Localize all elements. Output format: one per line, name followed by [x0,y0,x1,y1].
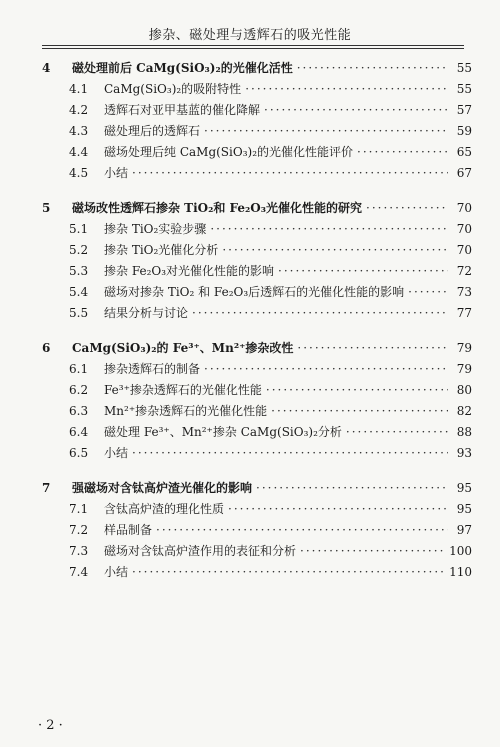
section-entry-number: 6.3 [69,404,89,418]
dot-leader [210,219,448,240]
chapter-gap [42,184,472,198]
section-entry-title: 磁处理后的透辉石 [104,124,201,138]
chapter-entry-page-number: 70 [456,201,472,215]
chapter-gap [42,324,472,338]
section-entry-title: 磁处理 Fe³⁺、Mn²⁺掺杂 CaMg(SiO₃)₂分析 [104,425,342,439]
section-entry-page-number: 93 [456,446,472,460]
section-entry-number: 5.5 [69,306,89,320]
section-entry-number: 7.1 [69,502,89,516]
section-entry-title: Mn²⁺掺杂透辉石的光催化性能 [104,404,268,418]
section-entry-number: 7.4 [69,565,89,579]
section-entry[interactable] [42,100,472,121]
dot-leader [357,142,448,163]
header-rule [42,45,464,46]
header-rule-secondary [42,48,464,49]
dot-leader [245,79,448,100]
section-entry[interactable] [42,541,472,562]
dot-leader [156,520,448,541]
section-entry-number: 6.5 [69,446,89,460]
section-entry-number: 4.3 [69,124,89,138]
section-entry[interactable] [42,359,472,380]
section-entry-number: 5.3 [69,264,89,278]
section-entry[interactable] [42,562,472,583]
chapter-entry[interactable] [42,478,472,499]
section-entry[interactable] [42,121,472,142]
section-entry[interactable] [42,401,472,422]
section-entry-number: 5.1 [69,222,89,236]
section-entry[interactable] [42,261,472,282]
chapter-entry[interactable] [42,198,472,219]
chapter-entry-number: 4 [42,61,51,75]
chapter-entry-page-number: 55 [456,61,472,75]
dot-leader [204,359,448,380]
section-entry-page-number: 95 [456,502,472,516]
section-entry-page-number: 70 [456,222,472,236]
section-entry-page-number: 73 [456,285,472,299]
section-entry[interactable] [42,282,472,303]
section-entry-number: 7.2 [69,523,89,537]
section-entry-page-number: 110 [449,565,472,579]
section-entry-title: 掺杂 TiO₂实验步骤 [104,222,207,236]
section-entry[interactable] [42,380,472,401]
section-entry[interactable] [42,303,472,324]
section-entry-title: 小结 [104,446,129,460]
dot-leader [271,401,448,422]
section-entry-number: 6.2 [69,383,89,397]
section-entry-title: 透辉石对亚甲基蓝的催化降解 [104,103,261,117]
chapter-gap [42,464,472,478]
section-entry-page-number: 97 [456,523,472,537]
section-entry-page-number: 77 [456,306,472,320]
section-entry-page-number: 70 [456,243,472,257]
dot-leader [132,443,448,464]
dot-leader [346,422,448,443]
section-entry-number: 4.1 [69,82,89,96]
section-entry-title: CaMg(SiO₃)₂的吸附特性 [104,82,242,96]
section-entry[interactable] [42,219,472,240]
section-entry-page-number: 82 [456,404,472,418]
section-entry-number: 4.5 [69,166,89,180]
section-entry-title: 掺杂 TiO₂光催化分析 [104,243,219,257]
dot-leader [297,58,448,79]
dot-leader [297,338,448,359]
dot-leader [366,198,448,219]
section-entry-title: 磁场对含钛高炉渣作用的表征和分析 [104,544,297,558]
running-head-title: 掺杂、磁处理与透辉石的吸光性能 [148,28,352,43]
section-entry-number: 5.2 [69,243,89,257]
dot-leader [300,541,445,562]
chapter-entry-title: 磁场改性透辉石掺杂 TiO₂和 Fe₂O₃光催化性能的研究 [72,201,363,215]
section-entry-page-number: 88 [456,425,472,439]
section-entry[interactable] [42,422,472,443]
section-entry-title: 小结 [104,166,129,180]
chapter-entry-page-number: 95 [456,481,472,495]
section-entry-page-number: 67 [456,166,472,180]
section-entry-page-number: 79 [456,362,472,376]
section-entry-title: 掺杂透辉石的制备 [104,362,201,376]
section-entry-page-number: 55 [456,82,472,96]
section-entry[interactable] [42,142,472,163]
section-entry-page-number: 100 [449,544,472,558]
section-entry[interactable] [42,79,472,100]
section-entry-page-number: 65 [456,145,472,159]
section-entry[interactable] [42,443,472,464]
section-entry-page-number: 72 [456,264,472,278]
chapter-entry-title: CaMg(SiO₃)₂的 Fe³⁺、Mn²⁺掺杂改性 [72,341,294,355]
section-entry[interactable] [42,499,472,520]
chapter-entry[interactable] [42,58,472,79]
chapter-entry-number: 7 [42,481,51,495]
section-entry-page-number: 57 [456,103,472,117]
section-entry[interactable] [42,163,472,184]
dot-leader [278,261,448,282]
section-entry-number: 4.4 [69,145,89,159]
dot-leader [192,303,448,324]
chapter-entry-page-number: 79 [456,341,472,355]
dot-leader [132,163,448,184]
chapter-entry[interactable] [42,338,472,359]
dot-leader [204,121,448,142]
section-entry[interactable] [42,520,472,541]
dot-leader [132,562,445,583]
dot-leader [228,499,448,520]
dot-leader [256,478,448,499]
chapter-entry-title: 强磁场对含钛高炉渣光催化的影响 [72,481,253,495]
section-entry-number: 5.4 [69,285,89,299]
chapter-entry-title: 磁处理前后 CaMg(SiO₃)₂的光催化活性 [72,61,293,75]
dot-leader [408,282,448,303]
dot-leader [264,100,448,121]
table-of-contents [42,58,472,583]
section-entry-title: 含钛高炉渣的理化性质 [104,502,225,516]
section-entry-title: 掺杂 Fe₂O₃对光催化性能的影响 [104,264,275,278]
section-entry-title: 结果分析与讨论 [104,306,189,320]
page-folio: · 2 · [38,718,63,733]
section-entry-title: 样品制备 [104,523,153,537]
section-entry-title: 小结 [104,565,129,579]
section-entry-number: 4.2 [69,103,89,117]
section-entry-title: 磁场处理后纯 CaMg(SiO₃)₂的光催化性能评价 [104,145,354,159]
section-entry-title: 磁场对掺杂 TiO₂ 和 Fe₂O₃后透辉石的光催化性能的影响 [104,285,405,299]
section-entry-number: 7.3 [69,544,89,558]
chapter-entry-number: 5 [42,201,51,215]
dot-leader [222,240,448,261]
section-entry-page-number: 80 [456,383,472,397]
dot-leader [266,380,448,401]
section-entry[interactable] [42,240,472,261]
section-entry-page-number: 59 [456,124,472,138]
section-entry-number: 6.1 [69,362,89,376]
chapter-entry-number: 6 [42,341,51,355]
section-entry-number: 6.4 [69,425,89,439]
section-entry-title: Fe³⁺掺杂透辉石的光催化性能 [104,383,262,397]
